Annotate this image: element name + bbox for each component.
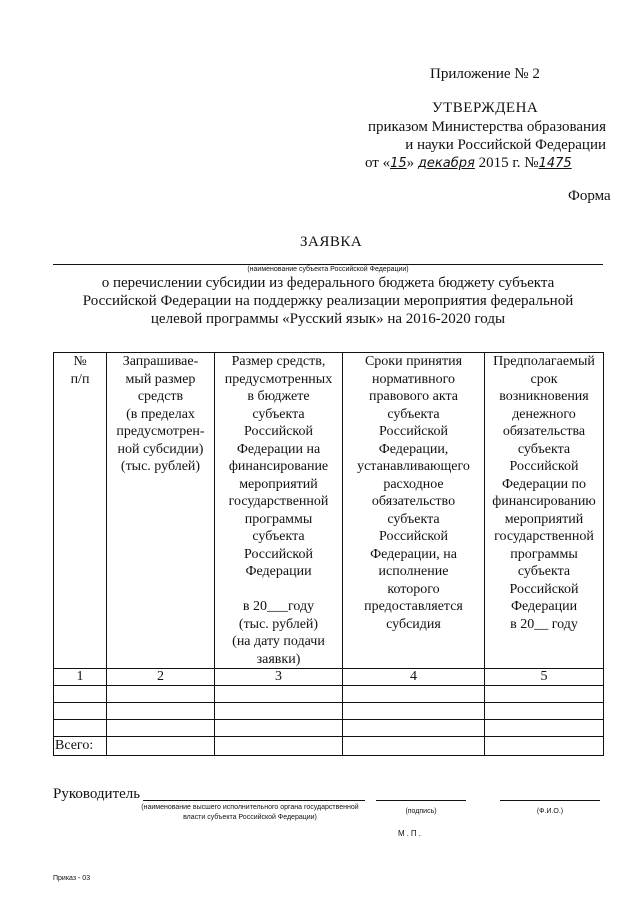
- subject-name-line: [53, 264, 603, 265]
- form-label: Форма: [568, 188, 611, 204]
- table-cell: [343, 686, 485, 703]
- date-day: 15: [390, 156, 407, 171]
- org-caption: (наименование высшего исполнительного органа государственной власти субъекта Российской Федерации): [141, 804, 359, 821]
- request-table: [53, 352, 604, 756]
- table-cell: [107, 737, 215, 756]
- footer-code: Приказ - 03: [53, 875, 91, 882]
- column-number: 3: [215, 669, 343, 686]
- order-number: 1475: [538, 156, 572, 171]
- column-number: 1: [54, 669, 107, 686]
- table-cell: [215, 720, 343, 737]
- column-number: 2: [107, 669, 215, 686]
- table-cell: [485, 737, 604, 756]
- approved-title: УТВЕРЖДЕНА: [432, 100, 539, 116]
- table-row: [54, 720, 604, 737]
- date-month: декабря: [417, 156, 475, 171]
- table-cell: [485, 703, 604, 720]
- purpose-text: [53, 274, 603, 328]
- signature-line: [376, 800, 466, 801]
- column-number: 5: [485, 669, 604, 686]
- head-label: Руководитель: [53, 786, 141, 802]
- table-cell: [54, 703, 107, 720]
- total-row: [54, 737, 604, 756]
- signature-caption: (подпись): [405, 808, 437, 815]
- table-cell: [107, 686, 215, 703]
- header-cell: № п/п: [54, 353, 107, 669]
- order-date-line: [365, 155, 572, 172]
- table-cell: [107, 703, 215, 720]
- date-year: 2015 г. №: [478, 155, 539, 171]
- purpose-line: о перечислении субсидии из федерального бюджета бюджету субъекта: [101, 275, 555, 291]
- name-line: [500, 800, 600, 801]
- stamp-mark: М.П.: [398, 829, 423, 838]
- header-cell: Запрашивае- мый размер средств (в пределах предусмотрен- ной субсидии) (тыс. рублей): [107, 353, 215, 669]
- date-mid: »: [406, 155, 415, 171]
- table-cell: [343, 720, 485, 737]
- subject-caption: (наименование субъекта Российской Федерации): [247, 266, 409, 273]
- table-cell: [485, 686, 604, 703]
- table-cell: [343, 703, 485, 720]
- table-cell: [215, 703, 343, 720]
- header-cell: Сроки принятия нормативного правового акта субъекта Российской Федерации, устанавливающего расходное обязательство субъекта Российской Федерации, на исполнение которого предоставляется субсидия: [343, 353, 485, 669]
- date-prefix: от «: [365, 155, 391, 171]
- table-header-row: [54, 353, 604, 669]
- purpose-line: Российской Федерации на поддержку реализации мероприятия федеральной: [82, 293, 574, 309]
- table-cell: [343, 737, 485, 756]
- org-name-line: [143, 800, 365, 801]
- table-cell: [54, 686, 107, 703]
- table-cell: [54, 720, 107, 737]
- table-cell: [485, 720, 604, 737]
- approved-by-line-2: и науки Российской Федерации: [405, 137, 606, 153]
- table-cell: [215, 686, 343, 703]
- name-caption: (Ф.И.О.): [536, 808, 564, 815]
- table-row: [54, 703, 604, 720]
- table-cell: [107, 720, 215, 737]
- purpose-line: целевой программы «Русский язык» на 2016-2020 годы: [150, 311, 506, 327]
- column-number: 4: [343, 669, 485, 686]
- approved-by-line-1: приказом Министерства образования: [368, 119, 606, 135]
- column-number-row: [54, 669, 604, 686]
- header-cell: Предполагаемый срок возникновения денежного обязательства субъекта Российской Федерации по финансированию мероприятий государственной программы субъекта Российской Федерации в 20__ году: [485, 353, 604, 669]
- table-cell: [215, 737, 343, 756]
- total-label: Всего:: [54, 737, 107, 756]
- header-cell: Размер средств, предусмотренных в бюджете субъекта Российской Федерации на финансирование мероприятий государственной программы субъекта Российской Федерации в 20___году (тыс. рублей) (на дату подачи заявки): [215, 353, 343, 669]
- document-title: ЗАЯВКА: [300, 234, 363, 250]
- table-row: [54, 686, 604, 703]
- appendix-label: Приложение № 2: [430, 66, 540, 82]
